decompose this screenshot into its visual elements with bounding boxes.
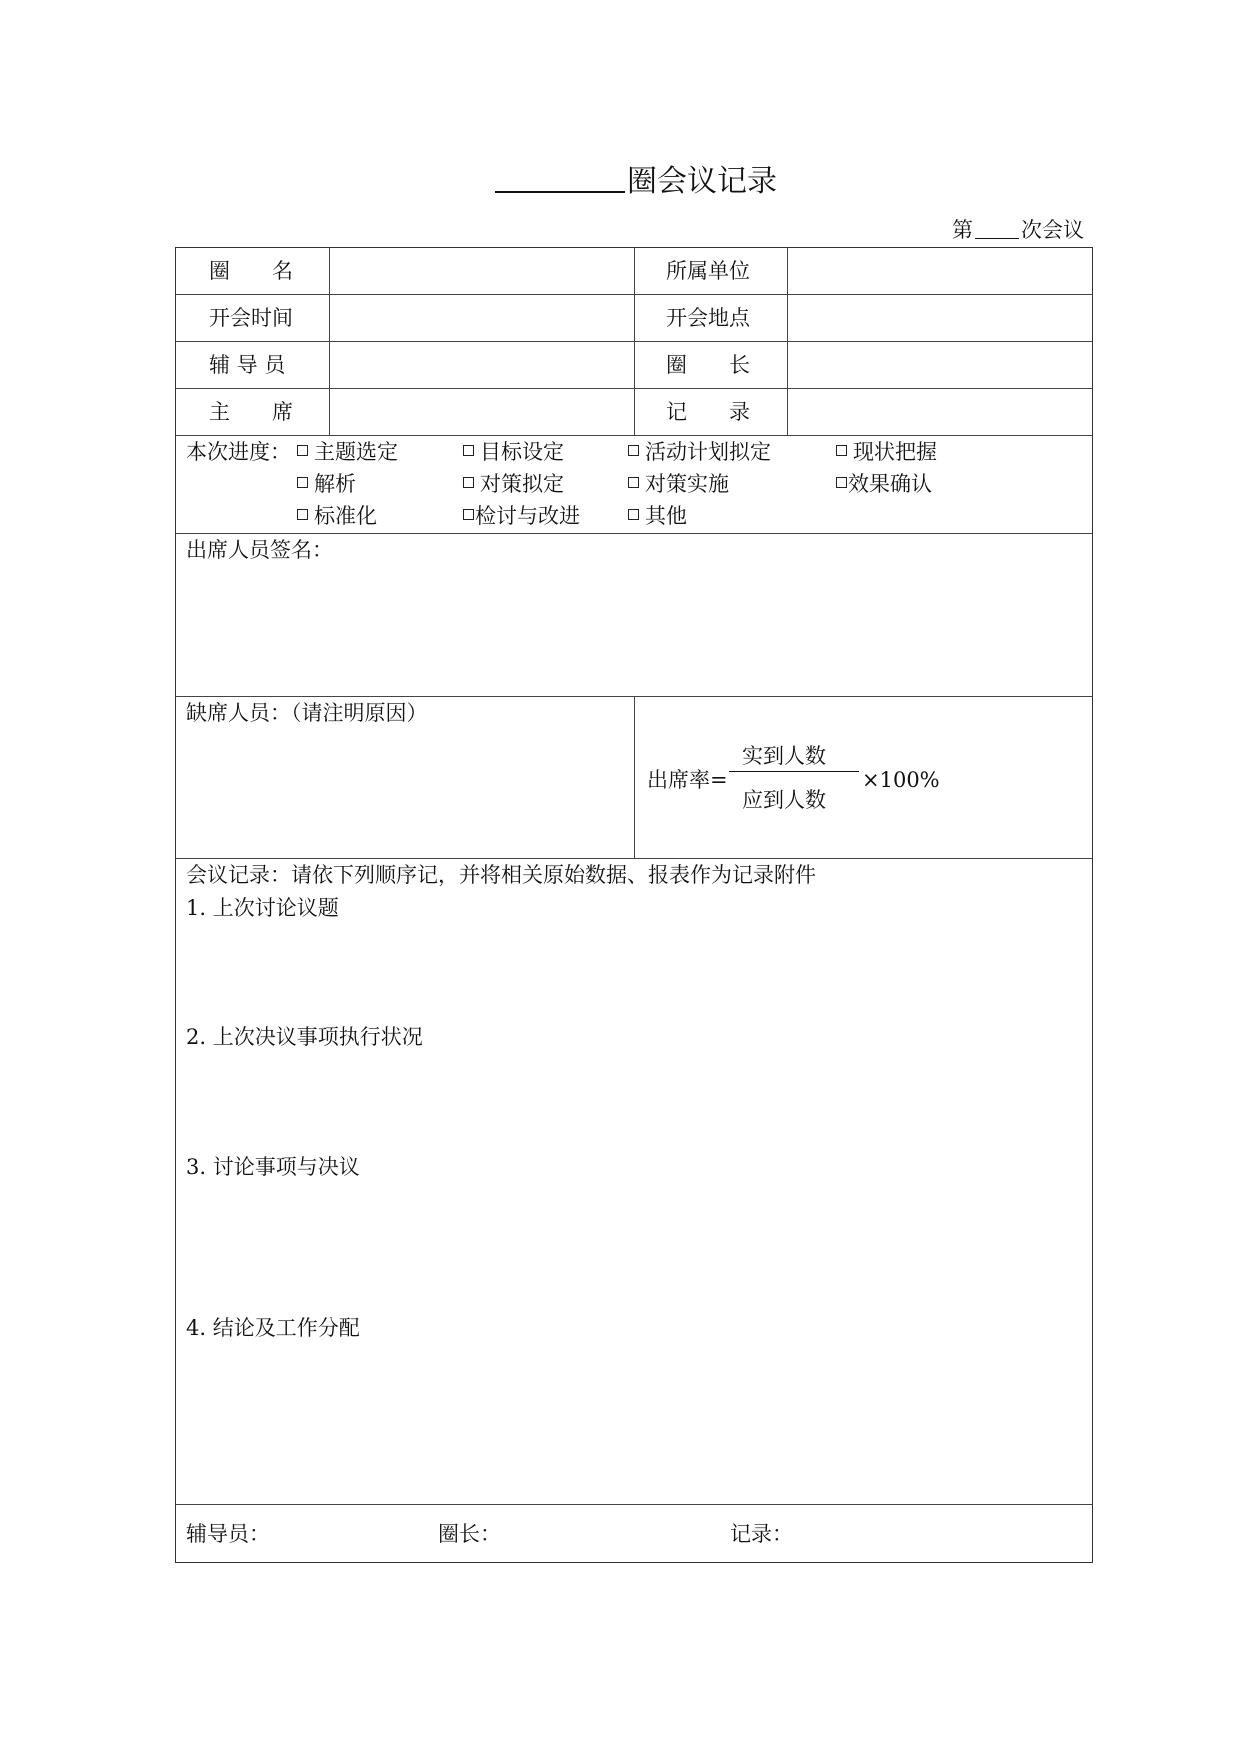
unit-label: 所属单位 <box>666 259 750 283</box>
footer-leader-label: 圈长： <box>438 1522 501 1546</box>
circle-name-field[interactable] <box>331 250 633 293</box>
progress-option[interactable]: 解析 <box>297 470 356 498</box>
recorder-label: 记 录 <box>666 400 750 424</box>
progress-option[interactable]: 对策实施 <box>628 470 729 498</box>
progress-option[interactable]: 活动计划拟定 <box>628 438 771 466</box>
minutes-item-4-area[interactable] <box>178 1344 1090 1502</box>
circle-leader-field[interactable] <box>789 343 1089 387</box>
meeting-number-blank[interactable] <box>975 218 1019 239</box>
footer-instructor-label: 辅导员： <box>186 1522 270 1546</box>
progress-option[interactable]: 其他 <box>628 502 687 530</box>
chairman-label: 主 席 <box>209 400 293 424</box>
checkbox-icon[interactable] <box>463 509 474 520</box>
checkbox-icon[interactable] <box>463 445 474 456</box>
minutes-item-2-area[interactable] <box>178 1053 1090 1153</box>
footer-recorder-label: 记录： <box>730 1522 793 1546</box>
progress-option[interactable]: 检讨与改进 <box>463 502 580 530</box>
meeting-time-label: 开会时间 <box>209 306 293 330</box>
minutes-item-1-area[interactable] <box>178 924 1090 1024</box>
progress-option[interactable]: 对策拟定 <box>463 470 564 498</box>
instructor-field[interactable] <box>331 343 633 387</box>
checkbox-icon[interactable] <box>628 445 639 456</box>
rate-numerator: 实到人数 <box>742 744 826 768</box>
progress-label: 本次进度： <box>186 440 291 464</box>
checkbox-icon[interactable] <box>297 477 308 488</box>
meeting-place-field[interactable] <box>789 296 1089 340</box>
checkbox-icon[interactable] <box>836 445 847 456</box>
progress-option[interactable]: 主题选定 <box>297 438 398 466</box>
circle-leader-label: 圈 长 <box>666 353 750 377</box>
minutes-item-3-area[interactable] <box>178 1183 1090 1313</box>
checkbox-icon[interactable] <box>463 477 474 488</box>
meeting-number: 第 次会议 <box>952 218 1084 242</box>
meeting-record-form <box>175 247 1093 1563</box>
chairman-field[interactable] <box>331 390 633 434</box>
checkbox-icon[interactable] <box>836 477 847 488</box>
circle-name-label: 圈 名 <box>209 259 293 283</box>
meeting-time-field[interactable] <box>331 296 633 340</box>
checkbox-icon[interactable] <box>628 477 639 488</box>
checkbox-icon[interactable] <box>297 509 308 520</box>
minutes-item: 1. 上次讨论议题 <box>186 896 339 920</box>
checkbox-icon[interactable] <box>628 509 639 520</box>
signature-label: 出席人员签名： <box>186 538 333 562</box>
rate-multiplier: ×100% <box>862 768 940 792</box>
absent-area[interactable] <box>178 729 632 855</box>
page-title: 圈会议记录 <box>495 160 815 204</box>
checkbox-icon[interactable] <box>297 445 308 456</box>
progress-option[interactable]: 标准化 <box>297 502 377 530</box>
rate-denominator: 应到人数 <box>742 788 826 812</box>
circle-name-blank[interactable] <box>495 161 625 193</box>
minutes-intro: 会议记录：请依下列顺序记，并将相关原始数据、报表作为记录附件 <box>186 863 816 887</box>
signature-area[interactable] <box>178 566 1090 694</box>
attendance-rate-label: 出席率= <box>647 768 728 792</box>
meeting-place-label: 开会地点 <box>666 306 750 330</box>
recorder-field[interactable] <box>789 390 1089 434</box>
progress-option[interactable]: 现状把握 <box>836 438 937 466</box>
minutes-item: 4. 结论及工作分配 <box>186 1316 360 1340</box>
instructor-label: 辅 导 员 <box>209 353 286 377</box>
progress-option[interactable]: 效果确认 <box>836 470 932 498</box>
minutes-item: 3. 讨论事项与决议 <box>186 1155 360 1179</box>
fraction-line <box>729 771 859 772</box>
minutes-item: 2. 上次决议事项执行状况 <box>186 1025 423 1049</box>
progress-option[interactable]: 目标设定 <box>463 438 564 466</box>
absent-label: 缺席人员：（请注明原因） <box>186 701 428 725</box>
unit-field[interactable] <box>789 250 1089 293</box>
